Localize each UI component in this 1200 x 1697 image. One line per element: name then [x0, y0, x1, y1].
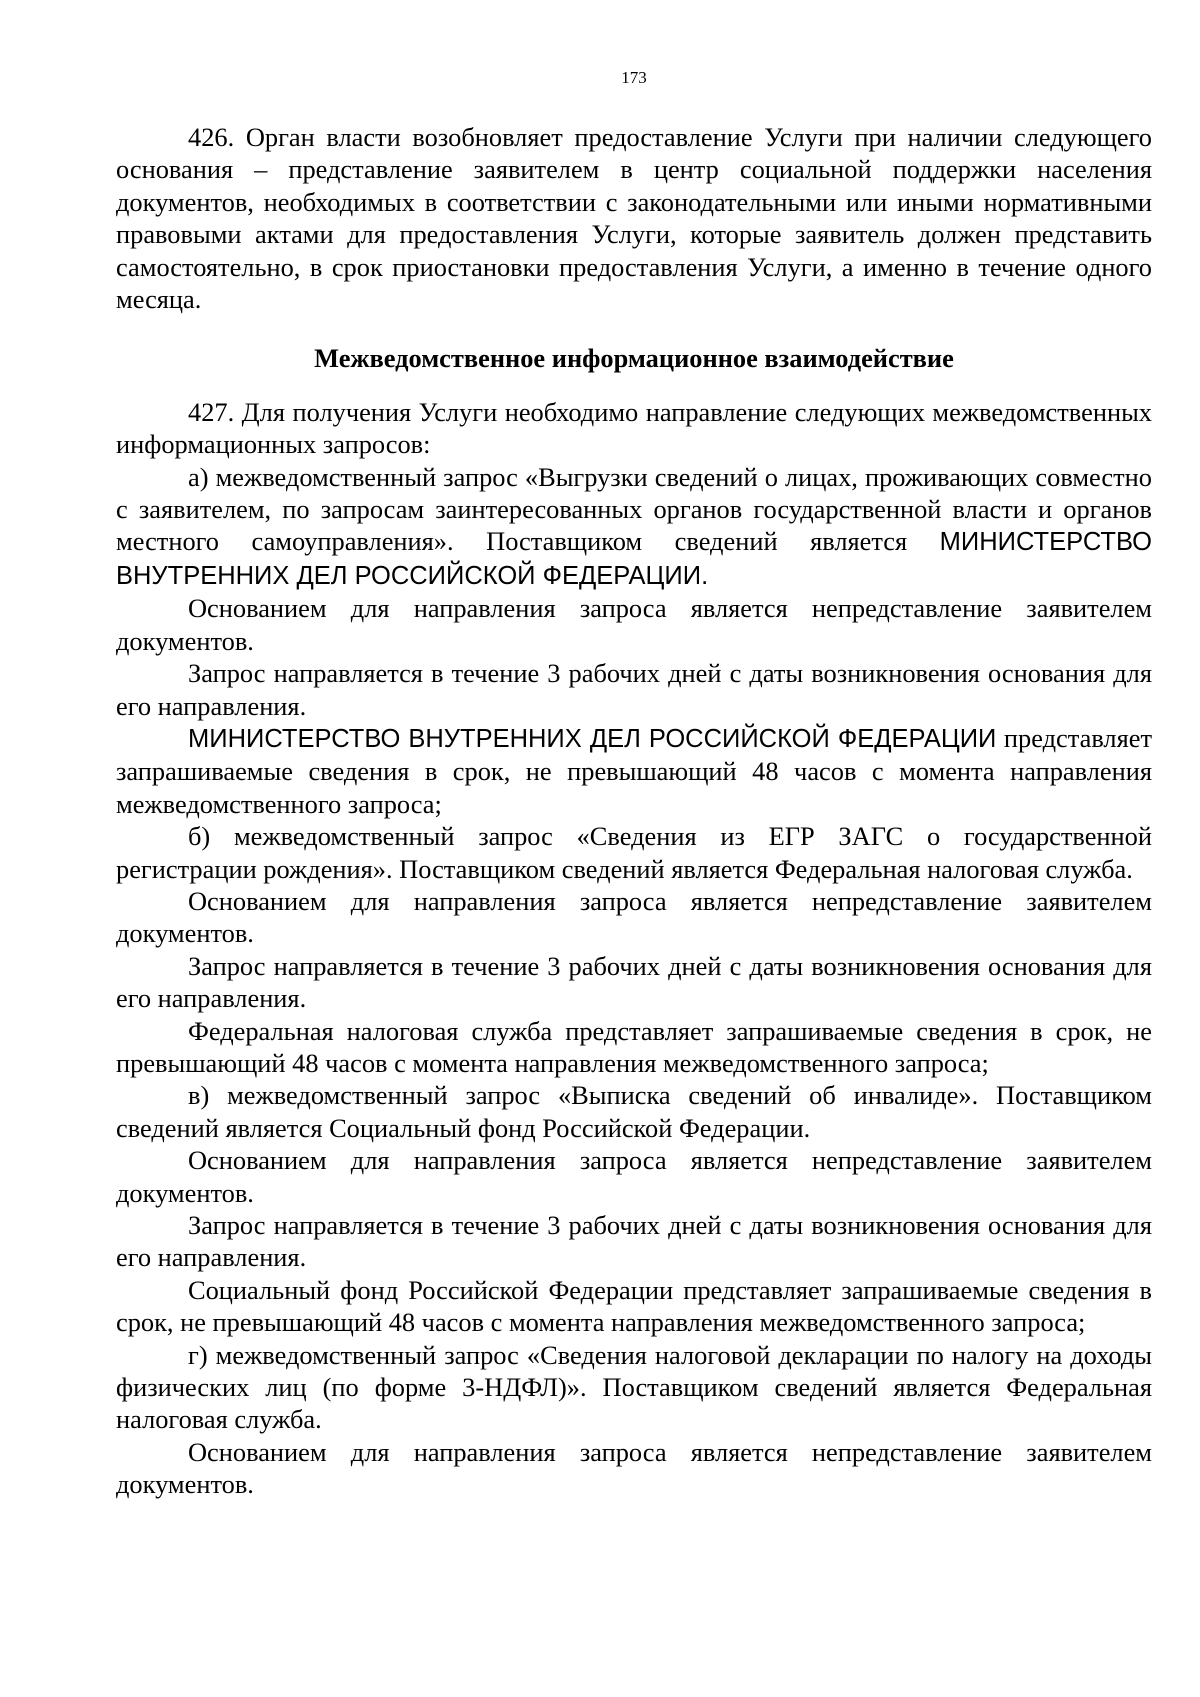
- page-number: 173: [621, 68, 647, 87]
- item-g-paragraph: г) межведомственный запрос «Сведения налоговой декларации по налогу на доходы физических лиц (по форме 3-НДФЛ)». Поставщиком сведений является Федеральная налоговая служба.: [116, 1339, 1152, 1435]
- item-a-text: а) межведомственный запрос «Выгрузки сведений о лицах, проживающих совместно с заявителем, по запросам заинтересованных органов государственной власти и органов местного самоуправления». Поставщиком сведений является: [116, 461, 1152, 557]
- document-page: [116, 0, 1152, 1697]
- paragraph-426: 426. Орган власти возобновляет предоставление Услуги при наличии следующего основания – представление заявителем в центр социальной поддержки населения документов, необходимых в соответствии с законодательными или иными нормативными правовыми актами для предоставления Услуги, которые заявитель должен представить самостоятельно, в срок приостановки предоставления Услуги, а именно в течение одного месяца.: [116, 122, 1152, 315]
- item-g-basis: Основанием для направления запроса является непредставление заявителем документов.: [116, 1436, 1152, 1500]
- item-a-paragraph: [116, 461, 1152, 593]
- item-b-term: Запрос направляется в течение 3 рабочих дней с даты возникновения основания для его направления.: [116, 950, 1152, 1014]
- item-a-provider: МИНИСТЕРСТВО ВНУТРЕННИХ ДЕЛ РОССИЙСКОЙ ФЕДЕРАЦИИ.: [116, 528, 1152, 590]
- item-v-term: Запрос направляется в течение 3 рабочих дней с даты возникновения основания для его направления.: [116, 1210, 1152, 1273]
- item-a-response-org: МИНИСТЕРСТВО ВНУТРЕННИХ ДЕЛ РОССИЙСКОЙ ФЕДЕРАЦИИ: [188, 724, 997, 753]
- item-a-term: Запрос направляется в течение 3 рабочих дней с даты возникновения основания для его направления.: [116, 658, 1152, 721]
- item-a-response: [116, 722, 1152, 820]
- item-a-response-text: представляет запрашиваемые сведения в срок, не превышающий 48 часов с момента направления межведомственного запроса;: [116, 722, 1152, 819]
- item-b-response: Федеральная налоговая служба представляет запрашиваемые сведения в срок, не превышающий 48 часов с момента направления межведомственного запроса;: [116, 1015, 1152, 1078]
- paragraph-427: 427. Для получения Услуги необходимо направление следующих межведомственных информационных запросов:: [116, 396, 1152, 460]
- item-b-paragraph: б) межведомственный запрос «Сведения из ЕГР ЗАГС о государственной регистрации рождения». Поставщиком сведений является Федеральная налоговая служба.: [116, 821, 1152, 884]
- item-b-basis: Основанием для направления запроса является непредставление заявителем документов.: [116, 885, 1152, 949]
- item-v-paragraph: в) межведомственный запрос «Выписка сведений об инвалиде». Поставщиком сведений является Социальный фонд Российской Федерации.: [116, 1080, 1152, 1143]
- item-v-response: Социальный фонд Российской Федерации представляет запрашиваемые сведения в срок, не превышающий 48 часов с момента направления межведомственного запроса;: [116, 1274, 1152, 1338]
- section-heading: Межведомственное информационное взаимодействие: [314, 343, 954, 374]
- item-v-basis: Основанием для направления запроса является непредставление заявителем документов.: [116, 1145, 1152, 1208]
- item-a-basis: Основанием для направления запроса является непредставление заявителем документов.: [116, 593, 1152, 656]
- page-content: [116, 121, 1152, 1501]
